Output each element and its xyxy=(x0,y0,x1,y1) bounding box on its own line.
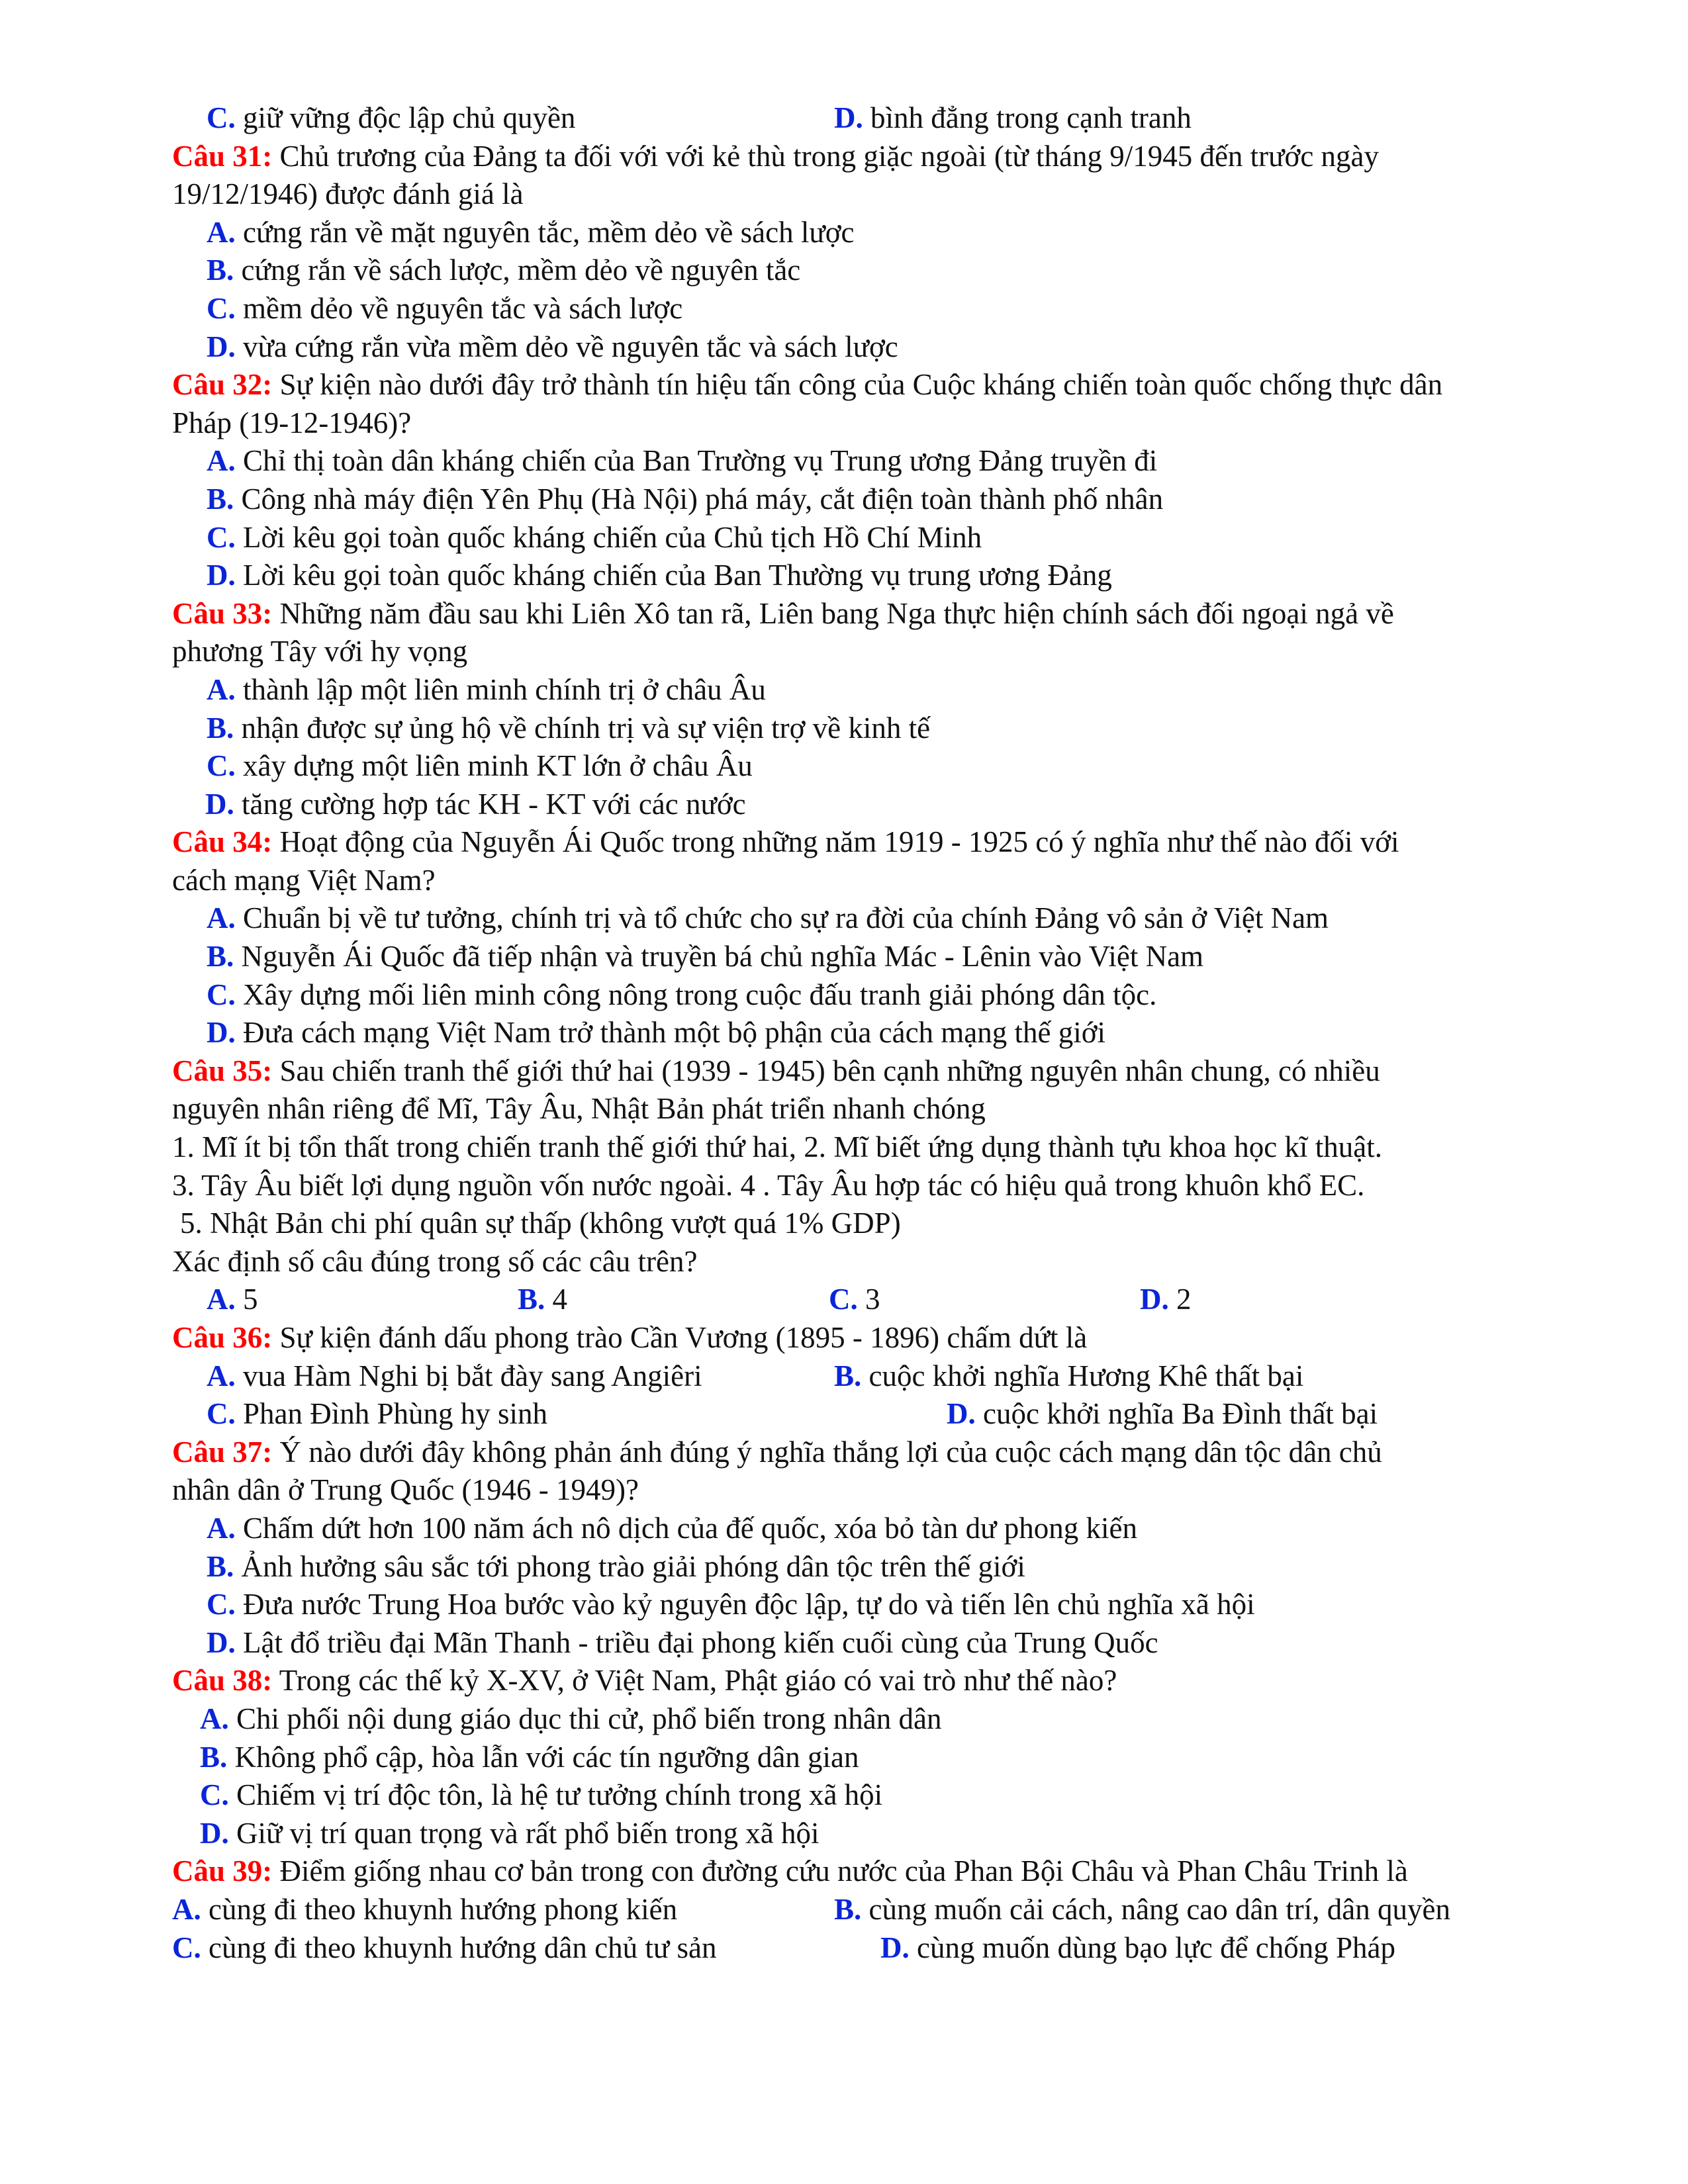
question-32-cont: Pháp (19-12-1946)? xyxy=(172,406,412,439)
question-35-cont-2: 1. Mĩ ít bị tổn thất trong chiến tranh thế giới thứ hai, 2. Mĩ biết ứng dụng thành tựu khoa học kĩ thuật. xyxy=(172,1130,1382,1164)
question-35-options: A. 5 B. 4 C. 3 D. 2 xyxy=(207,1283,1192,1316)
option-38a: A. Chi phối nội dung giáo dục thi cử, phổ biến trong nhân dân xyxy=(200,1702,942,1735)
option-37c: C. Đưa nước Trung Hoa bước vào kỷ nguyên độc lập, tự do và tiến lên chủ nghĩa xã hội xyxy=(207,1588,1255,1621)
question-35-cont-3: 3. Tây Âu biết lợi dụng nguồn vốn nước ngoài. 4 . Tây Âu hợp tác có hiệu quả trong khuôn khổ EC. xyxy=(172,1168,1365,1202)
option-38b: B. Không phổ cập, hòa lẫn với các tín ngưỡng dân gian xyxy=(200,1740,859,1774)
question-37-cont: nhân dân ở Trung Quốc (1946 - 1949)? xyxy=(172,1473,639,1507)
option-37b: B. Ảnh hưởng sâu sắc tới phong trào giải phóng dân tộc trên thế giới xyxy=(207,1549,1025,1583)
question-33: Câu 33: Những năm đầu sau khi Liên Xô tan rã, Liên bang Nga thực hiện chính sách đối ngoại ngả về xyxy=(172,596,1394,630)
option-32b: B. Công nhà máy điện Yên Phụ (Hà Nội) phá máy, cắt điện toàn thành phố nhân xyxy=(207,482,1164,516)
question-38: Câu 38: Trong các thế kỷ X-XV, ở Việt Nam, Phật giáo có vai trò như thế nào? xyxy=(172,1664,1117,1698)
question-31: Câu 31: Chủ trương của Đảng ta đối với với kẻ thù trong giặc ngoài (từ tháng 9/1945 đến trước ngày xyxy=(172,139,1380,173)
option-37a: A. Chấm dứt hơn 100 năm ách nô dịch của đế quốc, xóa bỏ tàn dư phong kiến xyxy=(207,1511,1138,1545)
option-34c: C. Xây dựng mối liên minh công nông trong cuộc đấu tranh giải phóng dân tộc. xyxy=(207,978,1157,1011)
option-33a: A. thành lập một liên minh chính trị ở châu Âu xyxy=(207,672,766,706)
option-33c: C. xây dựng một liên minh KT lớn ở châu Âu xyxy=(207,749,753,783)
question-34: Câu 34: Hoạt động của Nguyễn Ái Quốc trong những năm 1919 - 1925 có ý nghĩa như thế nào đối với xyxy=(172,825,1399,859)
option-31a: A. cứng rắn về mặt nguyên tắc, mềm dẻo về sách lược xyxy=(207,215,855,249)
option-31b: B. cứng rắn về sách lược, mềm dẻo về nguyên tắc xyxy=(207,253,801,287)
question-39: Câu 39: Điểm giống nhau cơ bản trong con đường cứu nước của Phan Bội Châu và Phan Châu Trinh là xyxy=(172,1854,1408,1888)
option-34b: B. Nguyễn Ái Quốc đã tiếp nhận và truyền bá chủ nghĩa Mác - Lênin vào Việt Nam xyxy=(207,940,1204,974)
question-33-cont: phương Tây với hy vọng xyxy=(172,635,468,668)
option-38c: C. Chiếm vị trí độc tôn, là hệ tư tưởng chính trong xã hội xyxy=(200,1778,883,1812)
option-31c: C. mềm dẻo về nguyên tắc và sách lược xyxy=(207,291,683,325)
question-36-options-cd: C. Phan Đình Phùng hy sinh D. cuộc khởi nghĩa Ba Đình thất bại xyxy=(207,1397,1378,1431)
question-32: Câu 32: Sự kiện nào dưới đây trở thành tín hiệu tấn công của Cuộc kháng chiến toàn quốc chống thực dân xyxy=(172,368,1443,402)
option-34a: A. Chuẩn bị về tư tưởng, chính trị và tổ chức cho sự ra đời của chính Đảng vô sản ở Việt Nam xyxy=(207,901,1329,935)
question-35-cont-5: Xác định số câu đúng trong số các câu trên? xyxy=(172,1244,698,1278)
question-36: Câu 36: Sự kiện đánh dấu phong trào Cần Vương (1895 - 1896) chấm dứt là xyxy=(172,1321,1088,1354)
question-35: Câu 35: Sau chiến tranh thế giới thứ hai (1939 - 1945) bên cạnh những nguyên nhân chung, có nhiều xyxy=(172,1054,1380,1087)
option-38d: D. Giữ vị trí quan trọng và rất phổ biến trong xã hội xyxy=(200,1816,820,1850)
option-32c: C. Lời kêu gọi toàn quốc kháng chiến của Chủ tịch Hồ Chí Minh xyxy=(207,520,982,554)
option-31d: D. vừa cứng rắn vừa mềm dẻo về nguyên tắc và sách lược xyxy=(207,330,898,363)
option-37d: D. Lật đổ triều đại Mãn Thanh - triều đại phong kiến cuối cùng của Trung Quốc xyxy=(207,1625,1158,1659)
question-34-cont: cách mạng Việt Nam? xyxy=(172,863,436,897)
question-39-options-cd: C. cùng đi theo khuynh hướng dân chủ tư sản D. cùng muốn dùng bạo lực để chống Pháp xyxy=(172,1931,1396,1964)
question-39-options-ab: A. cùng đi theo khuynh hướng phong kiến B. cùng muốn cải cách, nâng cao dân trí, dân quyền xyxy=(172,1892,1450,1926)
question-37: Câu 37: Ý nào dưới đây không phản ánh đúng ý nghĩa thắng lợi của cuộc cách mạng dân tộc dân chủ xyxy=(172,1435,1382,1469)
question-35-cont-4: 5. Nhật Bản chi phí quân sự thấp (không vượt quá 1% GDP) xyxy=(180,1206,901,1240)
question-31-cont: 19/12/1946) được đánh giá là xyxy=(172,177,524,211)
question-35-cont-1: nguyên nhân riêng để Mĩ, Tây Âu, Nhật Bản phát triển nhanh chóng xyxy=(172,1092,986,1126)
option-33b: B. nhận được sự ủng hộ về chính trị và sự viện trợ về kinh tế xyxy=(207,711,931,745)
option-32d: D. Lời kêu gọi toàn quốc kháng chiến của Ban Thường vụ trung ương Đảng xyxy=(207,559,1112,592)
option-33d: D. tăng cường hợp tác KH - KT với các nước xyxy=(205,787,746,821)
option-32a: A. Chỉ thị toàn dân kháng chiến của Ban Trường vụ Trung ương Đảng truyền đi xyxy=(207,444,1158,478)
exam-content xyxy=(172,99,1589,1967)
option-34d: D. Đưa cách mạng Việt Nam trở thành một bộ phận của cách mạng thế giới xyxy=(207,1016,1106,1050)
prev-question-options: C. giữ vững độc lập chủ quyền D. bình đẳng trong cạnh tranh xyxy=(207,101,1192,134)
question-36-options-ab: A. vua Hàm Nghi bị bắt đày sang Angiêri B. cuộc khởi nghĩa Hương Khê thất bại xyxy=(207,1359,1304,1392)
